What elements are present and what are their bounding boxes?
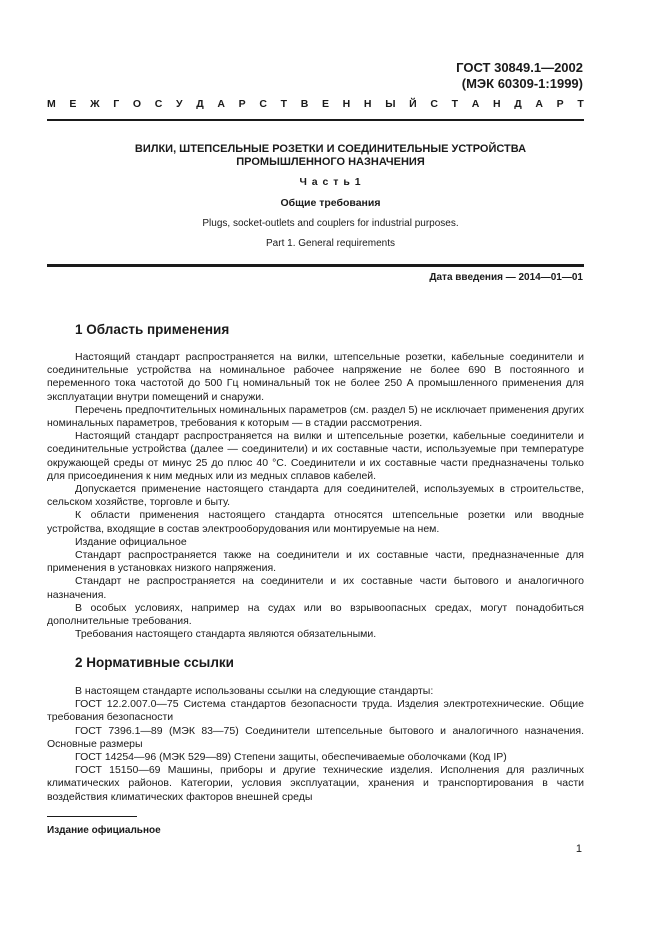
english-part: Part 1. General requirements	[266, 238, 395, 249]
title-line-2: ПРОМЫШЛЕННОГО НАЗНАЧЕНИЯ	[236, 156, 425, 168]
paragraph: Требования настоящего стандарта являются обязательными.	[75, 628, 377, 641]
banner-letter: Ж	[90, 98, 100, 110]
page-number: 1	[575, 843, 582, 855]
banner-letter: М	[47, 98, 56, 110]
paragraph: В особых условиях, например на судах или во взрывоопасных средах, могут понадобиться дополнительные требования.	[47, 601, 584, 628]
introduction-date: Дата введения — 2014—01—01	[429, 272, 583, 283]
banner-letter: Ы	[385, 98, 396, 110]
banner-letter: Д	[514, 98, 522, 110]
banner-letter: Г	[113, 98, 120, 110]
banner-letter: А	[471, 98, 480, 110]
title-rule	[47, 264, 584, 267]
standard-designation	[456, 60, 583, 92]
document-subtitle: Общие требования	[280, 197, 381, 209]
paragraph: Стандарт не распространяется на соединители и их составные части бытового и аналогичного назначения.	[47, 575, 584, 601]
paragraph: Допускается применение настоящего стандарта для соединителей, используемых в строительстве, сельском хозяйстве, торговле и быту.	[47, 483, 584, 509]
document-title	[47, 143, 614, 169]
english-title: Plugs, socket-outlets and couplers for industrial purposes.	[202, 218, 459, 229]
paragraph: Издание официальное	[75, 535, 187, 548]
banner-letter: С	[430, 98, 438, 110]
banner-letter: А	[217, 98, 225, 110]
banner-letter: У	[176, 98, 183, 110]
iec-code: (МЭК 60309-1:1999)	[461, 76, 583, 91]
banner-letter: Т	[577, 98, 584, 110]
paragraph: Стандарт распространяется также на соединители и их составные части, предназначенные для применения в установках низкого напряжения.	[47, 549, 584, 575]
banner-letter: Т	[280, 98, 288, 110]
official-edition-note: Издание официальное	[47, 825, 161, 836]
banner-letter: С	[154, 98, 163, 110]
paragraph: К области применения настоящего стандарта относятся штепсельные розетки или вводные устройства, входящие в состав электрооборудования или монтируемые на нем.	[47, 509, 584, 535]
paragraph: Перечень предпочтительных номинальных параметров (см. раздел 5) не исключает применения других номинальных параметров, требования к которым — в стадии рассмотрения.	[47, 403, 584, 430]
paragraph: ГОСТ 14254—96 (МЭК 529—89) Степени защиты, обеспечиваемые оболочками (Код IP)	[75, 751, 507, 764]
part-label: Ч а с т ь 1	[299, 176, 362, 188]
paragraph: ГОСТ 7396.1—89 (МЭК 83—75) Соединители штепсельные бытового и аналогичного назначения. Основные размеры	[47, 724, 584, 750]
section-1-heading: 1 Область применения	[75, 322, 230, 337]
banner-letter: С	[259, 98, 267, 110]
banner-letter: Н	[492, 98, 501, 110]
paragraph: ГОСТ 15150—69 Машины, приборы и другие технические изделия. Исполнения для различных климатических районов. Категории, условия эксплуатации, хранения и транспортирования в части воздействия климатических факторов внешней среды	[47, 764, 584, 803]
banner-letter: Т	[451, 98, 459, 110]
banner-letter: А	[535, 98, 543, 110]
banner-letter: Е	[69, 98, 77, 110]
banner-letter: В	[300, 98, 309, 110]
paragraph: В настоящем стандарте использованы ссылки на следующие стандарты:	[75, 685, 434, 697]
section-2-body	[47, 685, 584, 804]
banner-letter: Й	[409, 98, 417, 110]
banner-letter: Р	[238, 98, 246, 110]
paragraph: Настоящий стандарт распространяется на вилки и штепсельные розетки, кабельные соединители и соединительные устройства (далее — соединители) и их составные части, используемые при температуре окружающей среды от минус 25 до плюс 40 °С. Соединители и их составные части предназначены только для присоединения к ним медных или из медных сплавов кабелей.	[47, 430, 584, 482]
banner-letter: О	[132, 98, 142, 110]
title-line-1: ВИЛКИ, ШТЕПСЕЛЬНЫЕ РОЗЕТКИ И СОЕДИНИТЕЛЬНЫЕ УСТРОЙСТВА	[134, 143, 527, 155]
header-rule	[47, 119, 584, 121]
standard-code: ГОСТ 30849.1—2002	[456, 60, 583, 75]
banner-letter: Н	[342, 98, 351, 110]
interstate-standard-banner	[47, 98, 584, 110]
paragraph: ГОСТ 12.2.007.0—75 Система стандартов безопасности труда. Изделия электротехнические. Общие требования безопасности	[47, 698, 584, 724]
banner-letter: Р	[556, 98, 564, 110]
footnote-rule	[47, 816, 137, 817]
banner-letter: Е	[321, 98, 329, 110]
paragraph: Настоящий стандарт распространяется на вилки, штепсельные розетки, кабельные соединители и соединительные устройства на номинальное рабочее напряжение не более 690 В постоянного и переменного тока частотой до 500 Гц номинальный ток не более 250 А промышленного применения для эксплуатации внутри помещений и снаружи.	[47, 351, 584, 403]
banner-letter: Д	[196, 98, 204, 110]
section-1-body	[47, 351, 584, 641]
section-2-heading: 2 Нормативные ссылки	[75, 655, 234, 670]
banner-letter: Н	[363, 98, 372, 110]
